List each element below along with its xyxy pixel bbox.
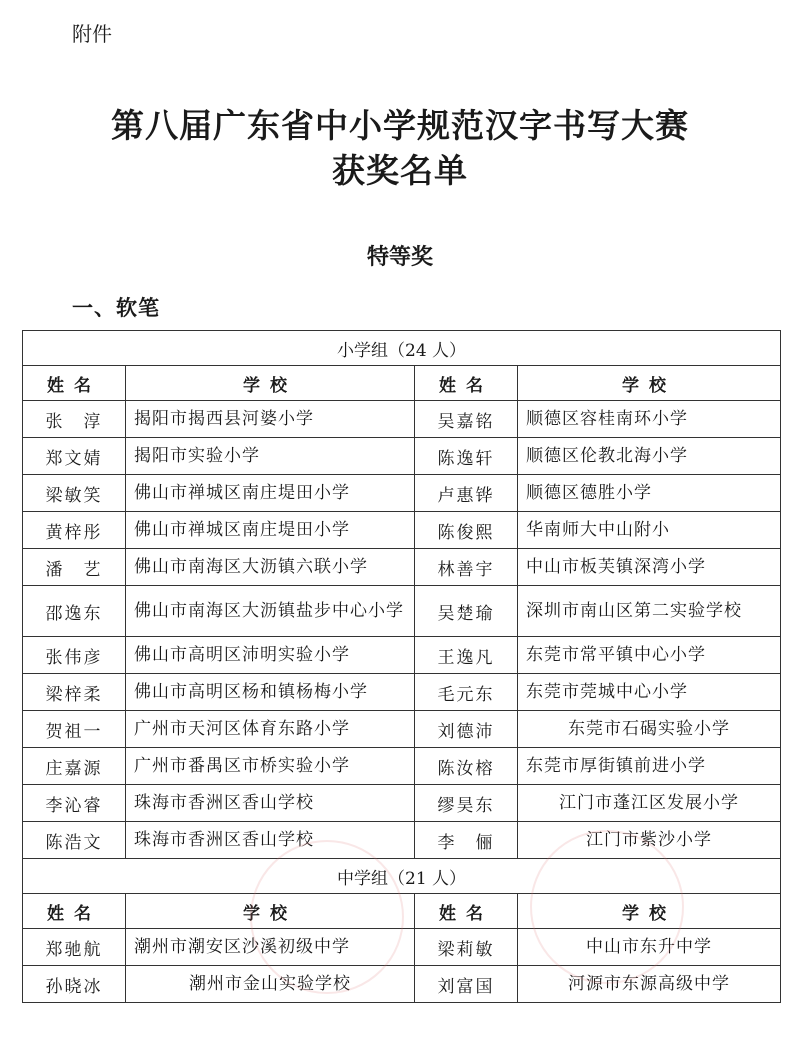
school-name: 佛山市南海区大沥镇盐步中心小学 <box>126 586 415 637</box>
student-name: 卢惠铧 <box>415 475 518 512</box>
table-row <box>23 785 781 822</box>
column-header-school: 学校 <box>126 366 415 401</box>
table-row <box>23 586 781 637</box>
table-row <box>23 929 781 966</box>
student-name: 刘德沛 <box>415 711 518 748</box>
student-name: 陈浩文 <box>23 822 126 859</box>
student-name: 梁梓柔 <box>23 674 126 711</box>
table-row <box>23 966 781 1003</box>
school-name: 潮州市金山实验学校 <box>126 966 415 1003</box>
award-level-heading: 特等奖 <box>366 244 433 270</box>
table-row <box>23 637 781 674</box>
school-name: 珠海市香洲区香山学校 <box>126 785 415 822</box>
column-header-name: 姓名 <box>415 894 518 929</box>
attachment-label: 附件 <box>72 22 112 46</box>
school-name: 顺德区容桂南环小学 <box>518 401 781 438</box>
student-name: 潘 艺 <box>23 549 126 586</box>
column-header-row <box>23 894 781 929</box>
school-name: 佛山市高明区沛明实验小学 <box>126 637 415 674</box>
student-name: 陈汝榕 <box>415 748 518 785</box>
column-header-school: 学校 <box>518 366 781 401</box>
school-name: 顺德区德胜小学 <box>518 475 781 512</box>
school-name: 东莞市石碣实验小学 <box>518 711 781 748</box>
student-name: 陈逸轩 <box>415 438 518 475</box>
table-row <box>23 438 781 475</box>
table-row <box>23 748 781 785</box>
school-name: 江门市蓬江区发展小学 <box>518 785 781 822</box>
school-name: 广州市番禺区市桥实验小学 <box>126 748 415 785</box>
school-name: 东莞市厚街镇前进小学 <box>518 748 781 785</box>
student-name: 吴嘉铭 <box>415 401 518 438</box>
table-row <box>23 674 781 711</box>
table-row <box>23 549 781 586</box>
group-header-row <box>23 859 781 894</box>
group-label: 小学组（24 人） <box>23 331 781 366</box>
table-row <box>23 475 781 512</box>
table-row <box>23 822 781 859</box>
school-name: 佛山市禅城区南庄堤田小学 <box>126 512 415 549</box>
document-subtitle: 获奖名单 <box>332 151 468 190</box>
school-name: 华南师大中山附小 <box>518 512 781 549</box>
group-label: 中学组（21 人） <box>23 859 781 894</box>
column-header-school: 学校 <box>518 894 781 929</box>
column-header-name: 姓名 <box>415 366 518 401</box>
group-header-row <box>23 331 781 366</box>
student-name: 贺祖一 <box>23 711 126 748</box>
student-name: 庄嘉源 <box>23 748 126 785</box>
school-name: 揭阳市实验小学 <box>126 438 415 475</box>
student-name: 李沁睿 <box>23 785 126 822</box>
student-name: 邵逸东 <box>23 586 126 637</box>
student-name: 毛元东 <box>415 674 518 711</box>
student-name: 郑驰航 <box>23 929 126 966</box>
student-name: 吴楚瑜 <box>415 586 518 637</box>
student-name: 王逸凡 <box>415 637 518 674</box>
document-title: 第八届广东省中小学规范汉字书写大赛 <box>111 106 689 145</box>
award-table <box>22 330 781 1003</box>
school-name: 东莞市常平镇中心小学 <box>518 637 781 674</box>
student-name: 张 淳 <box>23 401 126 438</box>
student-name: 郑文婧 <box>23 438 126 475</box>
school-name: 顺德区伦教北海小学 <box>518 438 781 475</box>
school-name: 中山市板芙镇深湾小学 <box>518 549 781 586</box>
student-name: 黄梓彤 <box>23 512 126 549</box>
column-header-school: 学校 <box>126 894 415 929</box>
school-name: 珠海市香洲区香山学校 <box>126 822 415 859</box>
column-header-name: 姓名 <box>23 894 126 929</box>
section-heading: 一、软笔 <box>72 295 160 320</box>
student-name: 缪昊东 <box>415 785 518 822</box>
school-name: 河源市东源高级中学 <box>518 966 781 1003</box>
table-row <box>23 512 781 549</box>
table-row <box>23 711 781 748</box>
school-name: 中山市东升中学 <box>518 929 781 966</box>
school-name: 深圳市南山区第二实验学校 <box>518 586 781 637</box>
student-name: 张伟彦 <box>23 637 126 674</box>
school-name: 佛山市禅城区南庄堤田小学 <box>126 475 415 512</box>
school-name: 东莞市莞城中心小学 <box>518 674 781 711</box>
school-name: 佛山市高明区杨和镇杨梅小学 <box>126 674 415 711</box>
table-row <box>23 401 781 438</box>
column-header-row <box>23 366 781 401</box>
student-name: 梁莉敏 <box>415 929 518 966</box>
student-name: 梁敏笑 <box>23 475 126 512</box>
school-name: 广州市天河区体育东路小学 <box>126 711 415 748</box>
student-name: 林善宇 <box>415 549 518 586</box>
column-header-name: 姓名 <box>23 366 126 401</box>
student-name: 刘富国 <box>415 966 518 1003</box>
school-name: 揭阳市揭西县河婆小学 <box>126 401 415 438</box>
student-name: 李 俪 <box>415 822 518 859</box>
school-name: 潮州市潮安区沙溪初级中学 <box>126 929 415 966</box>
school-name: 佛山市南海区大沥镇六联小学 <box>126 549 415 586</box>
student-name: 陈俊熙 <box>415 512 518 549</box>
student-name: 孙晓冰 <box>23 966 126 1003</box>
school-name: 江门市紫沙小学 <box>518 822 781 859</box>
